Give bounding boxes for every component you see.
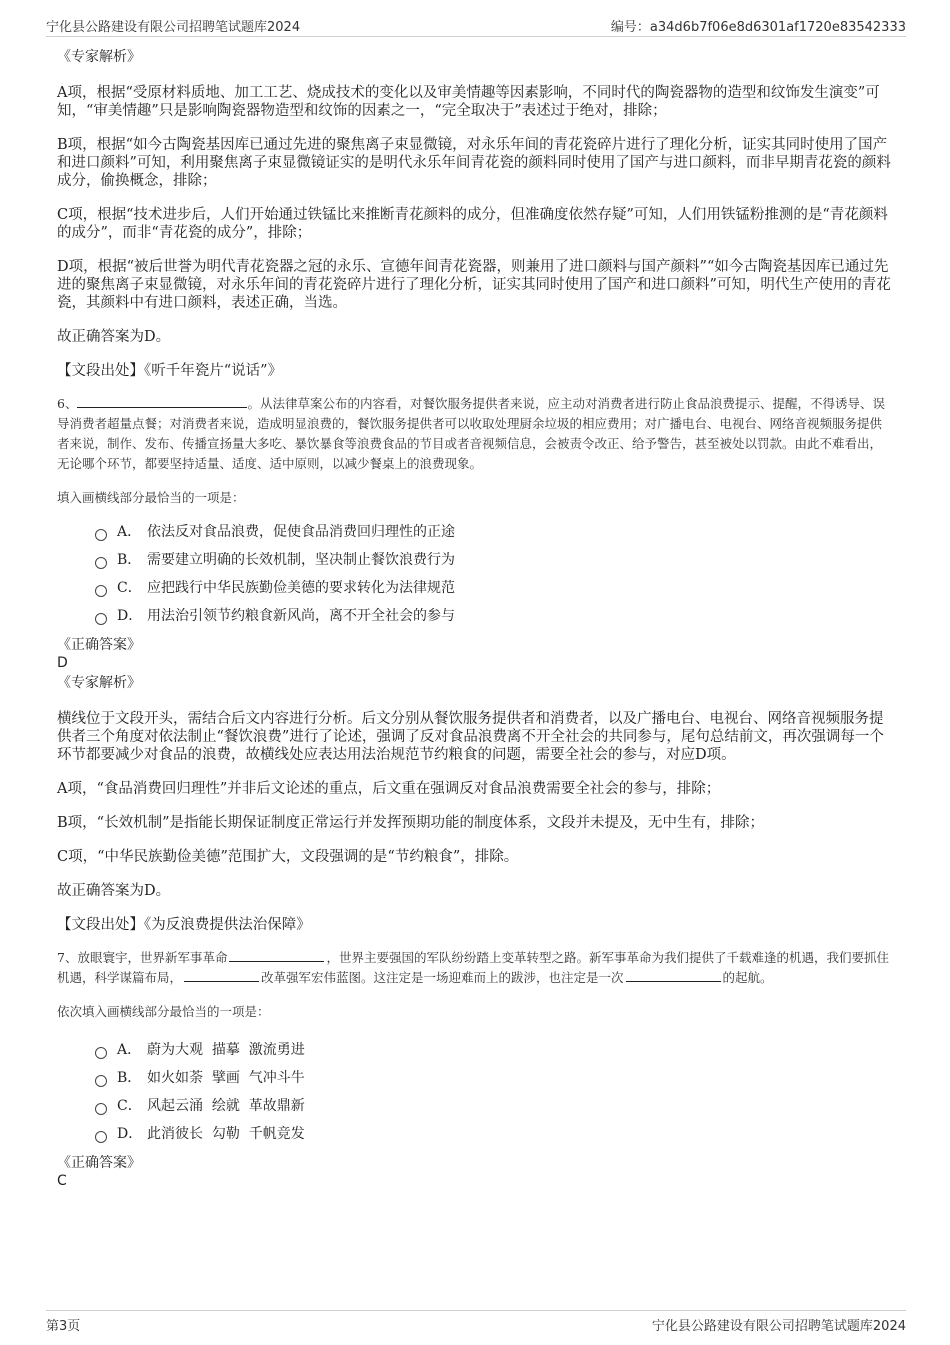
q7-blank-1 [229, 949, 324, 962]
page-content [57, 44, 892, 1190]
q6-answer: D [57, 655, 68, 671]
q6-text: 。从法律草案公布的内容看，对餐饮服务提供者来说，应主动对消费者进行防止食品浪费提示、提醒，不得诱导、误导消费者超量点餐；对消费者来说，造成明显浪费的，餐饮服务提供者可以收取处理厨余垃圾的相应费用；对广播电台、电视台、网络音视频服务提供者来说，制作、发布、传播宣扬量大多吃、暴饮暴食等浪费食品的节目或者音视频信息，会被责令改正、给予警告，甚至被处以罚款。由此不难看出，无论哪个环节，都要坚持适量、适度、适中原则，以减少餐桌上的浪费现象。 [57, 396, 885, 471]
q7-option-c[interactable]: C． 风起云涌 绘就 革故鼎新 [95, 1092, 892, 1120]
q5-conclusion: 故正确答案为D。 [57, 329, 171, 345]
q7-option-a[interactable]: A． 蔚为大观 描摹 激流勇进 [95, 1036, 892, 1064]
radio-icon[interactable] [95, 1131, 107, 1143]
q7-blank-3 [626, 969, 721, 982]
q5-analysis-a: A项，根据“受原材料质地、加工工艺、烧成技术的变化以及审美情趣等因素影响，不同时代的陶瓷器物的造型和纹饰发生演变”可知，“审美情趣”只是影响陶瓷器物造型和纹饰的因素之一，“完全取决于”表述过于绝对，排除； [57, 85, 880, 119]
q5-analysis-c: C项，根据“技术进步后，人们开始通过铁锰比来推断青花颜料的成分，但准确度依然存疑”可知，人们用铁锰粉推测的是“青花颜料的成分”，而非“青花瓷的成分”，排除； [57, 207, 888, 241]
q7-option-d[interactable]: D． 此消彼长 勾勒 千帆竞发 [95, 1120, 892, 1148]
radio-icon[interactable] [95, 557, 107, 569]
radio-icon[interactable] [95, 1103, 107, 1115]
q7-answer-label: 《正确答案》 [57, 1155, 141, 1171]
footer-title: 宁化县公路建设有限公司招聘笔试题库2024 [651, 1319, 906, 1334]
radio-icon[interactable] [95, 1047, 107, 1059]
q6-options [57, 518, 892, 630]
q6-analysis-c: C项，“中华民族勤俭美德”范围扩大，文段强调的是“节约粮食”，排除。 [57, 849, 519, 865]
page-footer [46, 1310, 906, 1333]
q6-option-a[interactable]: A． 依法反对食品浪费，促使食品消费回归理性的正途 [95, 518, 892, 546]
q6-source: 【文段出处】《为反浪费提供法治保障》 [57, 917, 311, 933]
q6-option-d[interactable]: D． 用法治引领节约粮食新风尚，离不开全社会的参与 [95, 602, 892, 630]
q7-options [57, 1036, 892, 1148]
q5-source: 【文段出处】《听千年瓷片“说话”》 [57, 363, 283, 379]
radio-icon[interactable] [95, 585, 107, 597]
q5-analysis-d: D项，根据“被后世誉为明代青花瓷器之冠的永乐、宣德年间青花瓷器，则兼用了进口颜料与国产颜料”“如今古陶瓷基因库已通过先进的聚焦离子束显微镜，对永乐年间的青花瓷碎片进行了理化分析，证实其同时使用了国产和进口颜料”可知，明代生产使用的青花瓷，其颜料中有进口颜料，表述正确，当选。 [57, 259, 891, 311]
page-header [46, 14, 906, 37]
q7-blank-2 [184, 969, 259, 982]
q7-prompt: 依次填入画横线部分最恰当的一项是： [57, 1004, 270, 1019]
q7-number: 7、 [57, 950, 78, 965]
radio-icon[interactable] [95, 529, 107, 541]
q7-answer: C [57, 1173, 67, 1189]
q6-number: 6、 [57, 396, 78, 411]
q6-analysis-a: A项，“食品消费回归理性”并非后文论述的重点，后文重在强调反对食品浪费需要全社会的参与，排除； [57, 781, 721, 797]
q6-question [57, 394, 892, 474]
q5-analysis-label: 《专家解析》 [57, 49, 141, 65]
q6-analysis-b: B项，“长效机制”是指能长期保证制度正常运行并发挥预期功能的制度体系，文段并未提及，无中生有，排除； [57, 815, 764, 831]
q7-question: 7、放眼寰宇，世界新军事革命 ，世界主要强国的军队纷纷踏上变革转型之路。新军事革命为我们提供了千载难逢的机遇，我们要抓住机遇，科学谋篇布局， 改革强军宏伟蓝图。这注定是一场迎难而上的跋涉，也注定是一次 的起航。 [57, 950, 889, 985]
q6-option-b[interactable]: B． 需要建立明确的长效机制，坚决制止餐饮浪费行为 [95, 546, 892, 574]
header-title: 宁化县公路建设有限公司招聘笔试题库2024 [46, 20, 301, 35]
q6-answer-label: 《正确答案》 [57, 637, 141, 653]
q5-analysis-b: B项，根据“如今古陶瓷基因库已通过先进的聚焦离子束显微镜，对永乐年间的青花瓷碎片进行了理化分析，证实其同时使用了国产和进口颜料”可知，利用聚焦离子束显微镜证实的是明代永乐年间青花瓷的颜料同时使用了国产与进口颜料，而非早期青花瓷的颜料成分，偷换概念，排除； [57, 137, 891, 189]
q6-analysis: 横线位于文段开头，需结合后文内容进行分析。后文分别从餐饮服务提供者和消费者，以及广播电台、电视台、网络音视频服务提供者三个角度对依法制止“餐饮浪费”进行了论述，强调了反对食品浪费离不开全社会的共同参与，尾句总结前文，再次强调每一个环节都要减少对食品的浪费，故横线处应表达用法治规范节约粮食的问题，需要全社会的参与，对应D项。 [57, 711, 884, 763]
radio-icon[interactable] [95, 1075, 107, 1087]
radio-icon[interactable] [95, 613, 107, 625]
header-code: 编号：a34d6b7f06e8d6301af1720e83542333 [610, 20, 906, 35]
q7-option-b[interactable]: B． 如火如荼 擘画 气冲斗牛 [95, 1064, 892, 1092]
footer-page-number: 第3页 [46, 1319, 81, 1334]
q6-blank [77, 395, 247, 408]
q6-prompt: 填入画横线部分最恰当的一项是： [57, 490, 245, 505]
q6-option-c[interactable]: C． 应把践行中华民族勤俭美德的要求转化为法律规范 [95, 574, 892, 602]
q6-analysis-label: 《专家解析》 [57, 675, 141, 691]
q6-conclusion: 故正确答案为D。 [57, 883, 171, 899]
